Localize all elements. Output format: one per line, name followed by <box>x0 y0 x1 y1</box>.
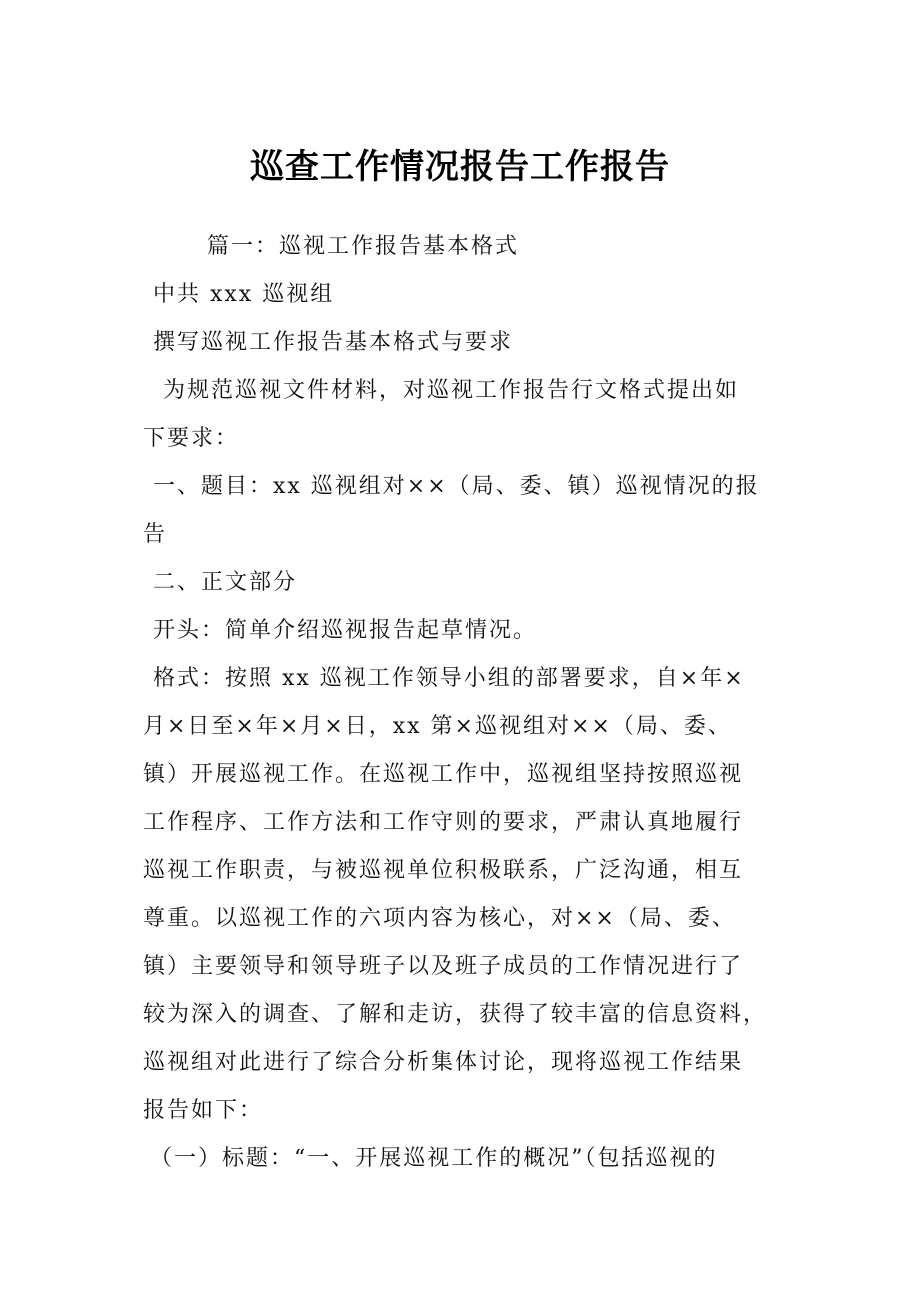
section-heading-line: 篇一：巡视工作报告基本格式 <box>207 234 520 259</box>
body-line: 一、题目：xx 巡视组对××（局、委、镇）巡视情况的报 <box>153 474 760 499</box>
body-line: 月×日至×年×月×日，xx 第×巡视组对××（局、委、 <box>143 714 732 739</box>
document-title: 巡查工作情况报告工作报告 <box>250 147 670 187</box>
body-line: 二、正文部分 <box>153 570 298 595</box>
issuer-line: 中共 xxx 巡视组 <box>153 282 335 307</box>
body-line: 较为深入的调查、了解和走访，获得了较丰富的信息资料， <box>143 1002 768 1027</box>
body-line: （一）标题：“一、开展巡视工作的概况”（包括巡视的 <box>150 1146 718 1171</box>
body-line: 开头：简单介绍巡视报告起草情况。 <box>153 618 538 643</box>
body-line: 镇）主要领导和领导班子以及班子成员的工作情况进行了 <box>143 954 744 979</box>
body-line: 告 <box>143 522 168 547</box>
body-line: 下要求： <box>143 426 240 451</box>
body-line: 巡视组对此进行了综合分析集体讨论，现将巡视工作结果 <box>143 1050 744 1075</box>
body-line: 巡视工作职责，与被巡视单位积极联系，广泛沟通，相互 <box>143 858 744 883</box>
body-line: 镇）开展巡视工作。在巡视工作中，巡视组坚持按照巡视 <box>143 762 744 787</box>
subtitle-line: 撰写巡视工作报告基本格式与要求 <box>153 330 514 355</box>
body-line: 尊重。以巡视工作的六项内容为核心，对××（局、委、 <box>143 906 736 931</box>
body-line: 工作程序、工作方法和工作守则的要求，严肃认真地履行 <box>143 810 744 835</box>
body-line: 报告如下： <box>143 1098 264 1123</box>
body-line: 为规范巡视文件材料，对巡视工作报告行文格式提出如 <box>163 378 740 403</box>
body-line: 格式：按照 xx 巡视工作领导小组的部署要求，自×年× <box>153 666 745 691</box>
